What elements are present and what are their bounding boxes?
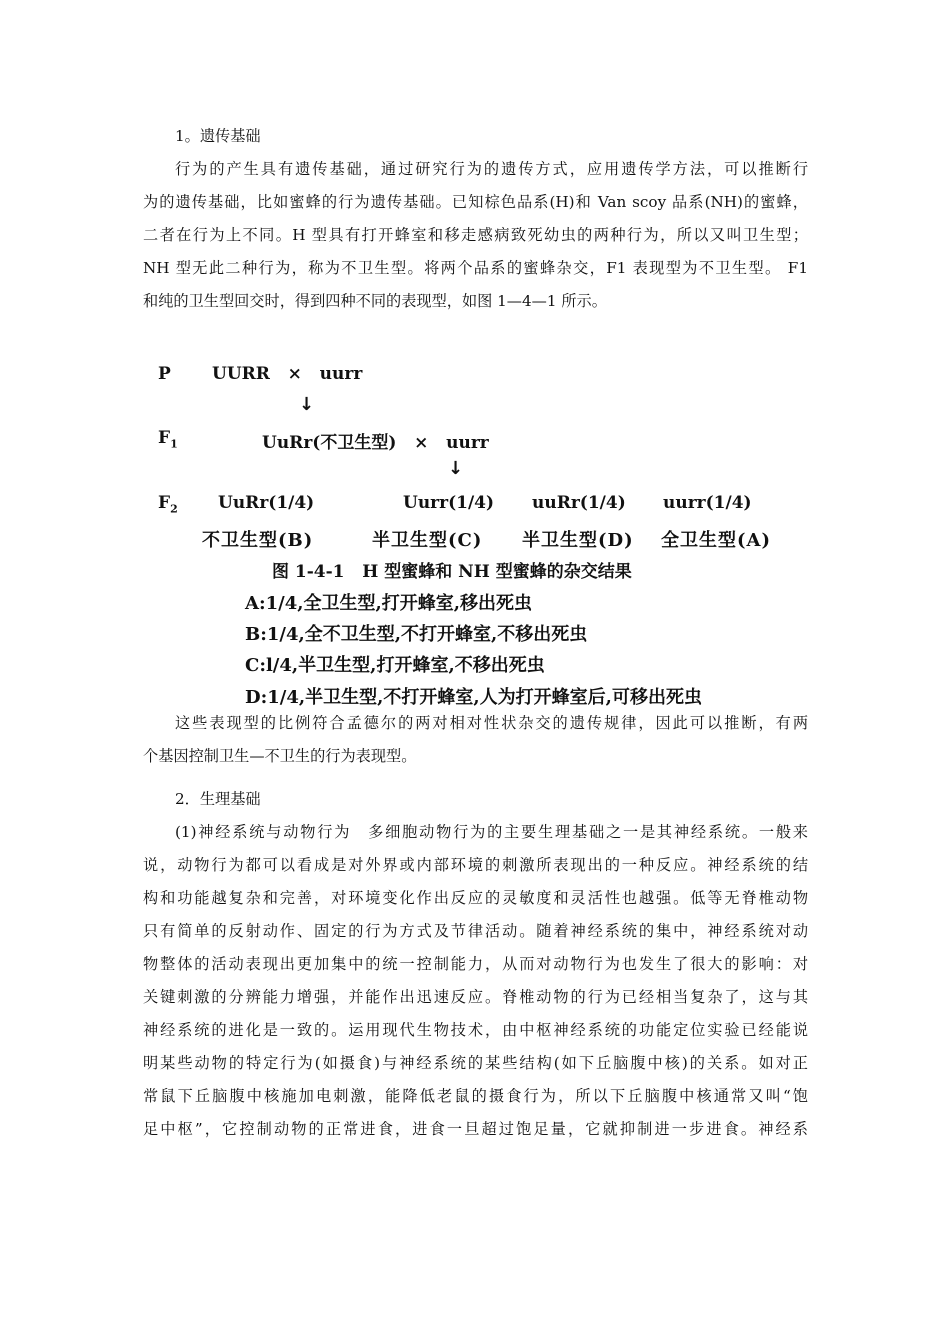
- paragraph-line: 只有简单的反射动作、固定的行为方式及节律活动。随着神经系统的集中，神经系统对动: [143, 922, 808, 940]
- section-1-heading: 1。遗传基础: [175, 127, 261, 145]
- paragraph-line: 物整体的活动表现出更加集中的统一控制能力，从而对动物行为也发生了很大的影响：对: [143, 955, 808, 973]
- figure-note: B:1/4,全不卫生型,不打开蜂室,不移出死虫: [245, 624, 588, 645]
- f1-cross: UuRr(不卫生型) × uurr: [262, 433, 489, 453]
- f2-phenotype: 全卫生型(A): [661, 530, 771, 551]
- f2-phenotype: 不卫生型(B): [202, 530, 314, 551]
- paragraph-line: NH 型无此二种行为，称为不卫生型。将两个品系的蜜蜂杂交，F1 表现型为不卫生型。 F1: [143, 259, 808, 277]
- paragraph-line: 明某些动物的特定行为(如摄食)与神经系统的某些结构(如下丘脑腹中核)的关系。如对正: [143, 1054, 808, 1072]
- figure-note: D:1/4,半卫生型,不打开蜂室,人为打开蜂室后,可移出死虫: [245, 687, 702, 708]
- figure-caption: 图 1-4-1 H 型蜜蜂和 NH 型蜜蜂的杂交结果: [272, 562, 632, 582]
- paragraph-line: 个基因控制卫生—不卫生的行为表现型。: [143, 747, 417, 765]
- paragraph-line: 这些表现型的比例符合孟德尔的两对相对性状杂交的遗传规律，因此可以推断，有两: [175, 714, 808, 732]
- paragraph-line: 行为的产生具有遗传基础，通过研究行为的遗传方式，应用遗传学方法，可以推断行: [175, 160, 808, 178]
- paragraph-line: 为的遗传基础，比如蜜蜂的行为遗传基础。已知棕色品系(H)和 Van scoy 品系(NH)的蜜蜂，: [143, 193, 808, 211]
- section-1: [143, 120, 808, 318]
- section-2: [143, 783, 808, 1146]
- paragraph-line: 神经系统的进化是一致的。运用现代生物技术，由中枢神经系统的功能定位实验已经能说: [143, 1021, 808, 1039]
- f1-generation-label: $F_1$: [158, 428, 178, 451]
- figure-note: C:l/4,半卫生型,打开蜂室,不移出死虫: [245, 655, 545, 676]
- f2-generation-label: $F_2$: [158, 493, 178, 516]
- f2-genotype: uuRr(1/4): [532, 493, 626, 513]
- paragraph-line: 构和功能越复杂和完善，对环境变化作出反应的灵敏度和灵活性也越强。低等无脊椎动物: [143, 889, 808, 907]
- section-2-heading: 2．生理基础: [175, 790, 261, 808]
- paragraph-line: 常鼠下丘脑腹中核施加电刺激，能降低老鼠的摄食行为，所以下丘脑腹中核通常又叫“饱: [143, 1087, 808, 1105]
- f2-genotype: UuRr(1/4): [218, 493, 315, 513]
- f2-phenotype: 半卫生型(D): [522, 530, 634, 551]
- f2-genotype: Uurr(1/4): [403, 493, 495, 513]
- paragraph-line: 说，动物行为都可以看成是对外界或内部环境的刺激所表现出的一种反应。神经系统的结: [143, 856, 808, 874]
- p-cross: UURR × uurr: [212, 364, 363, 384]
- paragraph-line: 和纯的卫生型回交时，得到四种不同的表现型，如图 1—4—1 所示。: [143, 292, 607, 310]
- conclusion-paragraph: [143, 707, 808, 773]
- arrow-down-icon: ↓: [299, 394, 315, 415]
- p-generation-label: P: [158, 364, 171, 384]
- arrow-down-icon: ↓: [448, 458, 464, 479]
- figure-note: A:1/4,全卫生型,打开蜂室,移出死虫: [245, 593, 533, 614]
- paragraph-line: 二者在行为上不同。H 型具有打开蜂室和移走感病致死幼虫的两种行为，所以又叫卫生型；: [143, 226, 808, 244]
- f2-phenotype: 半卫生型(C): [372, 530, 483, 551]
- paragraph-line: 关键刺激的分辨能力增强，并能作出迅速反应。脊椎动物的行为已经相当复杂了，这与其: [143, 988, 808, 1006]
- f2-genotype: uurr(1/4): [663, 493, 752, 513]
- paragraph-line: (1)神经系统与动物行为 多细胞动物行为的主要生理基础之一是其神经系统。一般来: [175, 823, 808, 841]
- paragraph-line: 足中枢”，它控制动物的正常进食，进食一旦超过饱足量，它就抑制进一步进食。神经系: [143, 1120, 808, 1138]
